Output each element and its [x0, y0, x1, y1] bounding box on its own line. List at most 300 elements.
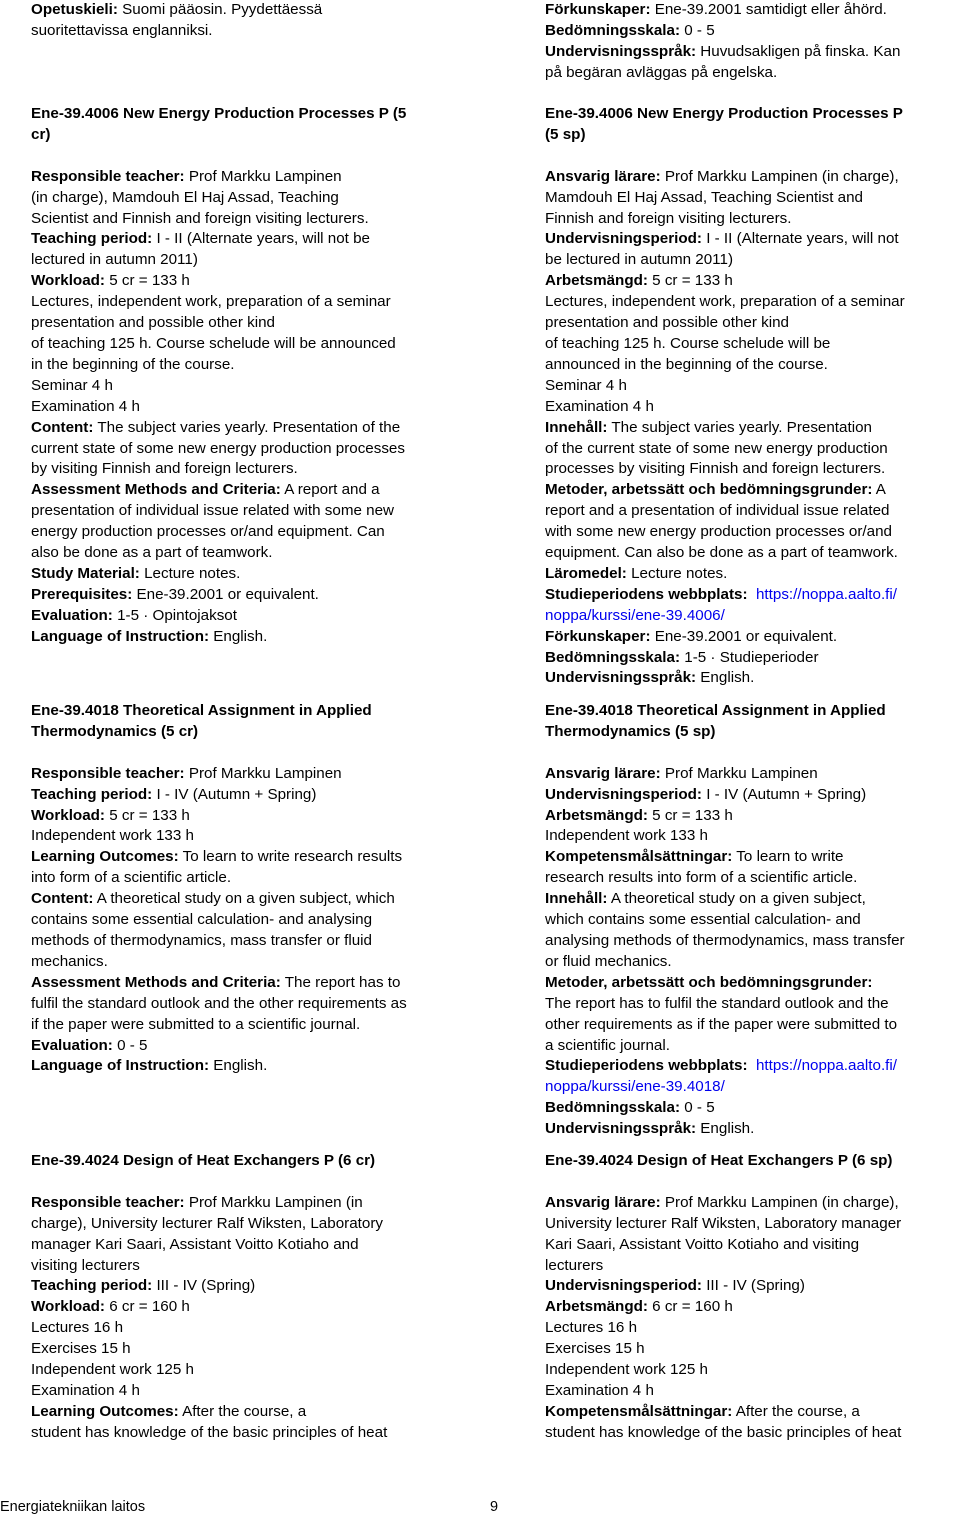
text-run: presentation and possible other kind: [31, 314, 276, 332]
field-label: Kompetensmålsättningar:: [545, 1402, 733, 1420]
text-run: Ene-39.2001 or equivalent.: [132, 585, 319, 603]
text-line: [545, 931, 960, 952]
text-run: (in charge), Mamdouh El Haj Assad, Teaching: [31, 188, 339, 206]
field-label: Innehåll:: [545, 418, 608, 436]
text-run: English.: [209, 1057, 268, 1075]
text-line: [545, 250, 960, 271]
text-run: other requirements as if the paper were submitted to: [545, 1015, 898, 1033]
field-label: Ansvarig lärare:: [545, 167, 661, 185]
text-line: [31, 1360, 467, 1381]
text-run: Examination 4 h: [545, 397, 654, 415]
field-label: Ene-39.4006 New Energy Production Processes P: [545, 105, 903, 122]
text-line: [545, 1056, 960, 1077]
field-label: Learning Outcomes:: [31, 848, 179, 866]
text-run: I - II (Alternate years, will not be: [152, 230, 371, 248]
text-line: [31, 806, 467, 827]
text-run: Mamdouh El Haj Assad, Teaching Scientist and: [545, 188, 863, 206]
text-run: 1-5 · Opintojaksot: [112, 606, 237, 624]
course-website-link[interactable]: noppa/kurssi/ene-39.4006/: [545, 606, 725, 624]
text-run: 0 - 5: [112, 1036, 148, 1054]
text-line: [545, 376, 960, 397]
field-label: Teaching period:: [31, 785, 153, 803]
field-label: Innehåll:: [545, 890, 608, 908]
text-run: by visiting Finnish and foreign lecturers.: [31, 460, 298, 478]
text-line: [31, 459, 467, 480]
field-label: Content:: [31, 890, 94, 908]
text-line: [545, 952, 960, 973]
field-label: (5 sp): [545, 125, 586, 143]
text-run: 5 cr = 133 h: [104, 272, 190, 290]
text-line: [545, 104, 960, 125]
text-line: [545, 397, 960, 418]
text-run: To learn to write: [732, 848, 844, 866]
left-top-block: [31, 0, 467, 42]
text-run: The report has to fulfil the standard outlook and the: [545, 994, 889, 1012]
text-run: Independent work 125 h: [31, 1361, 194, 1379]
field-label: Prerequisites:: [31, 585, 133, 603]
text-line: [31, 931, 467, 952]
course-website-link[interactable]: https://noppa.aalto.fi/: [755, 1057, 897, 1075]
text-run: 6 cr = 160 h: [647, 1298, 733, 1316]
text-line: [545, 292, 960, 313]
text-line: [31, 104, 467, 125]
text-line: [545, 459, 960, 480]
text-run: III - IV (Spring): [152, 1277, 256, 1295]
text-line: [545, 313, 960, 334]
text-run: Examination 4 h: [545, 1381, 654, 1399]
field-label: Metoder, arbetssätt och bedömningsgrunder:: [545, 973, 873, 991]
field-label: Arbetsmängd:: [545, 272, 648, 290]
text-line: [545, 334, 960, 355]
text-line: [545, 847, 960, 868]
text-line: [31, 847, 467, 868]
field-label: Kompetensmålsättningar:: [545, 848, 733, 866]
text-line: [31, 146, 467, 167]
text-run: Seminar 4 h: [31, 376, 113, 394]
text-run: English.: [696, 669, 755, 687]
field-label: Teaching period:: [31, 1277, 153, 1295]
text-line: [545, 764, 960, 785]
text-run: mechanics.: [31, 952, 108, 970]
text-run: contains some essential calculation- and analysing: [31, 911, 373, 929]
text-run: student has knowledge of the basic principles of heat: [31, 1423, 388, 1441]
text-line: [31, 209, 467, 230]
text-run: Prof Markku Lampinen (in charge),: [660, 1193, 899, 1211]
field-label: Undervisningsperiod:: [545, 230, 702, 248]
field-label: Thermodynamics (5 cr): [31, 722, 199, 740]
text-line: [545, 722, 960, 743]
field-label: Undervisningsperiod:: [545, 785, 702, 803]
text-line: [31, 1402, 467, 1423]
text-run: fulfil the standard outlook and the other requirements as: [31, 994, 407, 1012]
text-run: if the paper were submitted to a scientific journal.: [31, 1015, 361, 1033]
text-line: [545, 0, 960, 21]
text-run: with some new energy production processes or/and: [545, 523, 892, 541]
text-run: A theoretical study on a given subject, which: [93, 890, 395, 908]
field-label: Ene-39.4018 Theoretical Assignment in Applied: [31, 702, 372, 719]
field-label: Responsible teacher:: [31, 764, 185, 782]
text-line: [31, 418, 467, 439]
text-run: Scientist and Finnish and foreign visiting lecturers.: [31, 209, 369, 227]
field-label: Responsible teacher:: [31, 167, 185, 185]
text-line: [545, 648, 960, 669]
text-run: Prof Markku Lampinen (in charge),: [660, 167, 899, 185]
text-run: Examination 4 h: [31, 397, 140, 415]
text-line: [31, 522, 467, 543]
text-line: [545, 1172, 960, 1193]
text-line: [31, 1256, 467, 1277]
text-run: Lecture notes.: [626, 564, 728, 582]
text-line: [545, 889, 960, 910]
text-line: [545, 1423, 960, 1444]
field-label: Ansvarig lärare:: [545, 1193, 661, 1211]
text-line: [545, 585, 960, 606]
field-label: Bedömningsskala:: [545, 648, 681, 666]
text-line: [545, 418, 960, 439]
text-run: Lectures 16 h: [545, 1319, 638, 1337]
text-line: [31, 627, 467, 648]
text-line: [31, 1056, 467, 1077]
text-line: [545, 1015, 960, 1036]
left-course-ene-39-4018: [31, 701, 467, 1077]
text-line: [31, 1235, 467, 1256]
field-label: Evaluation:: [31, 606, 113, 624]
text-run: University lecturer Ralf Wiksten, Laboratory manager: [545, 1214, 902, 1232]
text-run: Independent work 125 h: [545, 1361, 708, 1379]
text-line: [545, 522, 960, 543]
text-run: Prof Markku Lampinen: [184, 764, 342, 782]
text-run: Prof Markku Lampinen: [660, 764, 818, 782]
text-run: also be done as a part of teamwork.: [31, 544, 273, 562]
text-run: visiting lecturers: [31, 1256, 140, 1274]
text-run: Prof Markku Lampinen (in: [184, 1193, 363, 1211]
text-line: [31, 1339, 467, 1360]
field-label: Thermodynamics (5 sp): [545, 722, 716, 740]
field-label: Assessment Methods and Criteria:: [31, 481, 281, 499]
text-run: Independent work 133 h: [31, 827, 194, 845]
text-line: [31, 910, 467, 931]
text-run: suoritettavissa englanniksi.: [31, 21, 213, 39]
field-label: Workload:: [31, 272, 105, 290]
course-website-link[interactable]: noppa/kurssi/ene-39.4018/: [545, 1078, 725, 1096]
text-line: [545, 627, 960, 648]
text-line: [31, 167, 467, 188]
text-run: English.: [696, 1120, 755, 1138]
text-line: [31, 564, 467, 585]
text-line: [31, 1318, 467, 1339]
text-line: [545, 21, 960, 42]
text-run: manager Kari Saari, Assistant Voitto Kotiaho and: [31, 1235, 359, 1253]
field-label: Studieperiodens webbplats:: [545, 585, 748, 603]
text-line: [31, 826, 467, 847]
text-line: [545, 271, 960, 292]
text-line: [31, 1036, 467, 1057]
text-line: [545, 1036, 960, 1057]
text-line: [31, 889, 467, 910]
text-run: 5 cr = 133 h: [647, 806, 733, 824]
text-line: [31, 764, 467, 785]
text-line: [31, 501, 467, 522]
text-run: The subject varies yearly. Presentation: [607, 418, 872, 436]
text-line: [545, 1276, 960, 1297]
text-run: which contains some essential calculation- and: [545, 911, 861, 929]
text-run: Examination 4 h: [31, 1381, 140, 1399]
text-line: [545, 826, 960, 847]
text-line: [31, 355, 467, 376]
text-run: presentation of individual issue related with some new: [31, 502, 395, 520]
text-run: Huvudsakligen på finska. Kan: [696, 42, 901, 60]
field-label: Workload:: [31, 806, 105, 824]
text-run: English.: [209, 627, 268, 645]
text-run: lectured in autumn 2011): [31, 251, 198, 269]
text-run: in the beginning of the course.: [31, 355, 235, 373]
text-run: student has knowledge of the basic principles of heat: [545, 1423, 902, 1441]
text-run: Independent work 133 h: [545, 827, 708, 845]
field-label: Responsible teacher:: [31, 1193, 185, 1211]
text-line: [545, 701, 960, 722]
field-label: Evaluation:: [31, 1036, 113, 1054]
text-line: [31, 376, 467, 397]
text-line: [31, 1423, 467, 1444]
text-run: I - IV (Autumn + Spring): [701, 785, 867, 803]
text-line: [31, 785, 467, 806]
text-run: Kari Saari, Assistant Voitto Kotiaho and visiting: [545, 1235, 860, 1253]
text-run: of teaching 125 h. Course schelude will be announced: [31, 334, 396, 352]
text-run: [748, 586, 756, 603]
text-line: [545, 1077, 960, 1098]
text-line: [31, 1276, 467, 1297]
text-line: [545, 146, 960, 167]
text-run: analysing methods of thermodynamics, mass transfer: [545, 931, 905, 949]
text-line: [545, 668, 960, 689]
text-line: [31, 952, 467, 973]
text-run: current state of some new energy production processes: [31, 439, 405, 457]
text-line: [31, 21, 467, 42]
right-course-ene-39-4024: [545, 1151, 960, 1444]
text-line: [31, 743, 467, 764]
text-line: [545, 167, 960, 188]
text-line: [31, 1015, 467, 1036]
text-run: research results into form of a scientific article.: [545, 869, 858, 887]
text-run: charge), University lecturer Ralf Wiksten, Laboratory: [31, 1214, 383, 1232]
field-label: Assessment Methods and Criteria:: [31, 973, 281, 991]
text-line: [545, 229, 960, 250]
text-run: Lectures, independent work, preparation of a seminar: [31, 293, 391, 311]
footer-department: Energiatekniikan laitos: [0, 1499, 146, 1515]
text-line: [545, 42, 960, 63]
text-line: [545, 1235, 960, 1256]
text-run: 6 cr = 160 h: [104, 1298, 190, 1316]
field-label: Undervisningsspråk:: [545, 42, 697, 60]
field-label: Undervisningsspråk:: [545, 1120, 697, 1138]
field-label: Ene-39.4006 New Energy Production Processes P (5: [31, 105, 407, 122]
text-line: [545, 1297, 960, 1318]
text-run: Exercises 15 h: [31, 1340, 131, 1358]
text-line: [545, 543, 960, 564]
field-label: Bedömningsskala:: [545, 1099, 681, 1117]
text-line: [31, 292, 467, 313]
text-line: [545, 1214, 960, 1235]
text-line: [545, 1098, 960, 1119]
text-run: I - II (Alternate years, will not: [701, 230, 899, 248]
field-label: Metoder, arbetssätt och bedömningsgrunder:: [545, 481, 873, 499]
text-run: a scientific journal.: [545, 1036, 670, 1054]
text-line: [545, 868, 960, 889]
text-run: into form of a scientific article.: [31, 869, 232, 887]
field-label: Language of Instruction:: [31, 1057, 210, 1075]
text-line: [545, 1256, 960, 1277]
field-label: Teaching period:: [31, 230, 153, 248]
text-line: [31, 1297, 467, 1318]
text-run: A: [872, 481, 886, 499]
text-line: [31, 701, 467, 722]
field-label: cr): [31, 125, 51, 143]
text-run: be lectured in autumn 2011): [545, 251, 733, 269]
text-run: Finnish and foreign visiting lecturers.: [545, 209, 792, 227]
field-label: Ene-39.4024 Design of Heat Exchangers P (6 sp): [545, 1152, 893, 1169]
text-line: [545, 1151, 960, 1172]
text-run: Seminar 4 h: [545, 376, 627, 394]
text-run: To learn to write research results: [178, 848, 403, 866]
text-line: [31, 1214, 467, 1235]
field-label: Opetuskieli:: [31, 1, 118, 18]
text-line: [545, 188, 960, 209]
text-run: A theoretical study on a given subject,: [607, 890, 866, 908]
text-run: Lectures 16 h: [31, 1319, 124, 1337]
text-line: [31, 973, 467, 994]
text-line: [31, 722, 467, 743]
text-line: [545, 743, 960, 764]
text-line: [545, 1402, 960, 1423]
text-run: 0 - 5: [680, 21, 715, 39]
right-course-ene-39-4006: [545, 104, 960, 689]
text-line: [545, 480, 960, 501]
text-run: I - IV (Autumn + Spring): [152, 785, 317, 803]
text-run: 5 cr = 133 h: [647, 272, 733, 290]
text-line: [545, 1360, 960, 1381]
text-line: [31, 439, 467, 460]
text-run: The report has to: [280, 973, 401, 991]
text-line: [31, 250, 467, 271]
field-label: Arbetsmängd:: [545, 1298, 648, 1316]
field-label: Study Material:: [31, 564, 140, 582]
text-line: [545, 994, 960, 1015]
text-run: Suomi pääosin. Pyydettäessä: [117, 1, 323, 18]
field-label: Arbetsmängd:: [545, 806, 648, 824]
field-label: Studieperiodens webbplats:: [545, 1057, 748, 1075]
text-run: Ene-39.2001 or equivalent.: [650, 627, 838, 645]
text-line: [545, 355, 960, 376]
text-line: [31, 994, 467, 1015]
text-line: [31, 868, 467, 889]
field-label: Ene-39.4024 Design of Heat Exchangers P (6 cr): [31, 1152, 376, 1169]
right-top-block: [545, 0, 960, 84]
text-line: [31, 125, 467, 146]
course-website-link[interactable]: https://noppa.aalto.fi/: [755, 585, 897, 603]
text-run: equipment. Can also be done as a part of teamwork.: [545, 544, 898, 562]
text-line: [31, 271, 467, 292]
text-line: [545, 785, 960, 806]
left-course-ene-39-4024: [31, 1151, 467, 1444]
field-label: Content:: [31, 418, 94, 436]
text-run: processes by visiting Finnish and foreign lecturers.: [545, 460, 886, 478]
field-label: Undervisningsperiod:: [545, 1277, 702, 1295]
text-line: [545, 209, 960, 230]
field-label: Bedömningsskala:: [545, 21, 681, 39]
text-run: report and a presentation of individual issue related: [545, 502, 890, 520]
text-line: [545, 125, 960, 146]
text-run: III - IV (Spring): [701, 1277, 805, 1295]
text-line: [545, 564, 960, 585]
text-line: [31, 188, 467, 209]
text-run: [748, 1057, 756, 1074]
text-run: energy production processes or/and equipment. Can: [31, 523, 385, 541]
field-label: Undervisningsspråk:: [545, 669, 697, 687]
text-run: After the course, a: [732, 1402, 860, 1420]
text-line: [545, 1318, 960, 1339]
text-line: [545, 910, 960, 931]
field-label: Ene-39.4018 Theoretical Assignment in Applied: [545, 702, 886, 719]
text-run: of the current state of some new energy production: [545, 439, 888, 457]
text-line: [545, 1339, 960, 1360]
text-run: announced in the beginning of the course.: [545, 355, 828, 373]
field-label: Ansvarig lärare:: [545, 764, 661, 782]
text-run: på begäran avläggas på engelska.: [545, 63, 778, 81]
text-line: [545, 1381, 960, 1402]
text-line: [545, 973, 960, 994]
text-line: [545, 806, 960, 827]
text-run: Lectures, independent work, preparation of a seminar: [545, 293, 905, 311]
text-line: [31, 543, 467, 564]
text-run: presentation and possible other kind: [545, 314, 790, 332]
text-run: Ene-39.2001 samtidigt eller åhörd.: [650, 1, 887, 18]
text-run: After the course, a: [178, 1402, 307, 1420]
text-line: [545, 63, 960, 84]
field-label: Language of Instruction:: [31, 627, 210, 645]
text-line: [31, 313, 467, 334]
text-line: [31, 334, 467, 355]
text-line: [545, 606, 960, 627]
text-run: of teaching 125 h. Course schelude will be: [545, 334, 831, 352]
text-run: 1-5 · Studieperioder: [680, 648, 819, 666]
text-run: Prof Markku Lampinen: [184, 167, 342, 185]
footer-page-number: 9: [490, 1499, 499, 1515]
text-run: Exercises 15 h: [545, 1340, 645, 1358]
text-line: [31, 1172, 467, 1193]
field-label: Learning Outcomes:: [31, 1402, 179, 1420]
text-run: or fluid mechanics.: [545, 952, 672, 970]
text-line: [31, 229, 467, 250]
text-line: [545, 1119, 960, 1140]
left-course-ene-39-4006: [31, 104, 467, 648]
field-label: Workload:: [31, 1298, 105, 1316]
text-line: [31, 585, 467, 606]
text-line: [31, 0, 467, 21]
text-line: [31, 1151, 467, 1172]
text-run: Lecture notes.: [139, 564, 241, 582]
text-run: methods of thermodynamics, mass transfer or fluid: [31, 931, 373, 949]
text-run: 5 cr = 133 h: [104, 806, 190, 824]
text-line: [31, 1381, 467, 1402]
text-line: [545, 501, 960, 522]
text-line: [31, 480, 467, 501]
text-run: 0 - 5: [680, 1099, 715, 1117]
text-run: A report and a: [280, 481, 380, 499]
text-run: lecturers: [545, 1256, 604, 1274]
text-line: [545, 439, 960, 460]
field-label: Förkunskaper:: [545, 1, 651, 18]
text-line: [31, 606, 467, 627]
